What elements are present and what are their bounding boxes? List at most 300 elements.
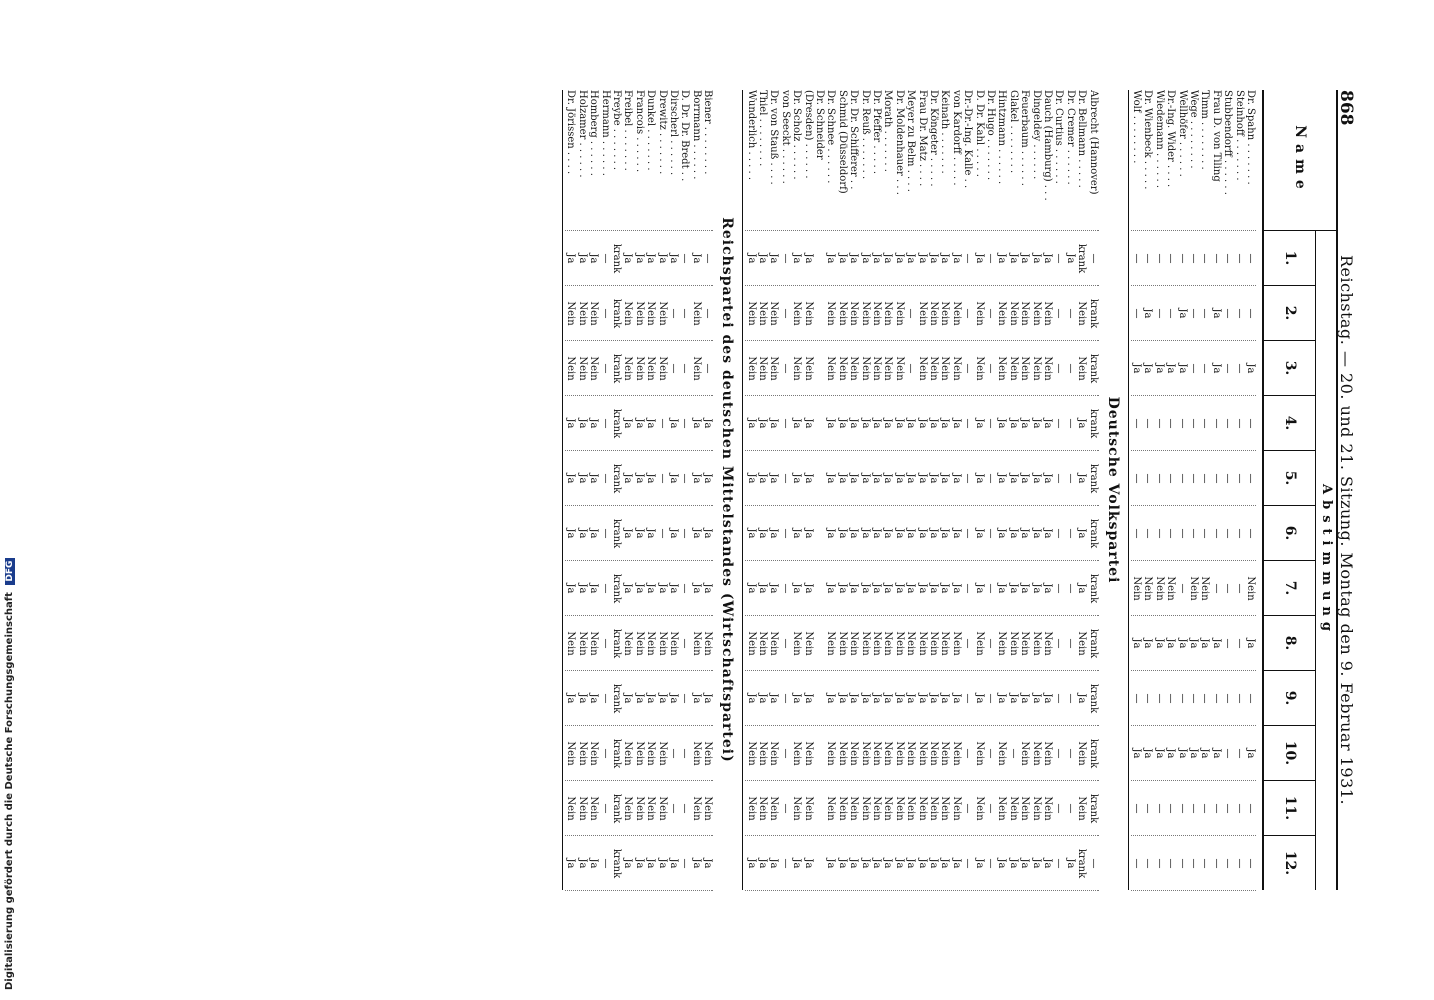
vote-cell-10: — (668, 748, 679, 759)
vote-cell-6: Ja (996, 528, 1008, 539)
vote-cell-8: Ja (1245, 638, 1256, 649)
vote-cell-5: Ja (848, 473, 860, 484)
vote-cell-7: Ja (1007, 583, 1019, 594)
vote-cell-1: Ja (905, 253, 917, 264)
vote-cell-3: Nein (757, 356, 768, 381)
vote-cell-3: Nein (768, 356, 780, 381)
vote-cell-12: — (1131, 858, 1142, 869)
name-column-header: Name (1264, 90, 1336, 231)
vote-cell-9: — (1188, 693, 1199, 704)
vote-cell-2: Nein (916, 301, 928, 326)
vote-column-header-11: 11. (1264, 781, 1316, 836)
vote-cell-2: — (779, 308, 791, 319)
vote-cell-3: — (1222, 363, 1234, 374)
vote-cell-11: Nein (973, 796, 985, 821)
vote-cell-10: Nein (848, 741, 860, 766)
vote-cell-4: Ja (633, 418, 645, 429)
vote-cell-3: — (1199, 363, 1211, 374)
member-name: Meyer zu Belm . . . . (905, 90, 917, 192)
vote-cell-1: Ja (791, 253, 803, 264)
vote-cell-5: — (1165, 473, 1177, 484)
vote-cell-4: Ja (996, 418, 1008, 429)
vote-cell-9: Ja (825, 693, 837, 704)
vote-cell-8: Nein (768, 631, 780, 656)
member-name: Homberg . . . . . . (588, 90, 600, 176)
vote-cell-9: — (1131, 693, 1142, 704)
vote-cell-1: Ja (745, 253, 757, 264)
vote-cell-1: — (1142, 253, 1154, 264)
vote-cell-5: — (1222, 473, 1234, 484)
vote-cell-11: Nein (791, 796, 803, 821)
vote-cell-12: — (1153, 858, 1165, 869)
table-row (1233, 90, 1245, 890)
vote-cell-2: — (985, 308, 996, 319)
vote-cell-9: — (1222, 693, 1234, 704)
vote-cell-11: Nein (645, 796, 657, 821)
vote-cell-11: Nein (633, 796, 645, 821)
vote-cell-4: Ja (791, 418, 803, 429)
vote-cell-12: Ja (836, 858, 848, 869)
vote-cell-1: — (1165, 253, 1177, 264)
vote-column-header-5: 5. (1264, 451, 1316, 506)
vote-cell-2: Nein (1030, 301, 1042, 326)
vote-group-header: Abstimmung (1315, 231, 1336, 890)
vote-cell-10: Nein (1042, 741, 1053, 766)
vote-cell-5: Ja (836, 473, 848, 484)
vote-cell-6: Ja (1030, 528, 1042, 539)
vote-cell-4: Ja (1007, 418, 1019, 429)
table-row (1210, 90, 1222, 890)
vote-cell-7: — (779, 583, 791, 594)
column-divider (745, 395, 1098, 396)
vote-cell-5: — (1176, 473, 1188, 484)
vote-cell-11: Nein (859, 796, 871, 821)
vote-cell-5: — (679, 473, 691, 484)
vote-cell-11: Nein (622, 796, 634, 821)
member-name: Albrecht (Hannover) (1087, 90, 1099, 195)
vote-cell-4: Ja (825, 418, 837, 429)
vote-cell-3: — (668, 363, 679, 374)
vote-cell-5: Ja (588, 473, 600, 484)
vote-cell-7: Ja (690, 583, 702, 594)
vote-cell-8: Nein (668, 631, 679, 656)
vote-cell-7: Ja (645, 583, 657, 594)
vote-cell-8: Nein (905, 631, 917, 656)
vote-cell-6: Ja (871, 528, 882, 539)
vote-cell-7: Ja (825, 583, 837, 594)
vote-cell-1: Ja (871, 253, 882, 264)
vote-cell-10: Ja (1199, 748, 1211, 759)
vote-cell-8: Nein (645, 631, 657, 656)
vote-cell-10: Nein (1030, 741, 1042, 766)
vote-cell-6: — (1210, 528, 1222, 539)
vote-cell-7: — (985, 583, 996, 594)
column-divider (745, 560, 1098, 561)
vote-cell-4: Ja (768, 418, 780, 429)
section-separator (1128, 90, 1129, 890)
vote-cell-2: Nein (848, 301, 860, 326)
vote-cell-6: — (1222, 528, 1234, 539)
table-row (621, 90, 633, 890)
vote-cell-6: — (679, 528, 691, 539)
vote-cell-12: — (1222, 858, 1234, 869)
vote-cell-3: Nein (882, 356, 894, 381)
table-row (745, 90, 757, 890)
member-name: Dauch (Hamburg) . . . (1042, 90, 1053, 201)
table-row (756, 90, 768, 890)
vote-cell-4: Ja (622, 418, 634, 429)
vote-cell-5: Ja (757, 473, 768, 484)
vote-cell-8: Nein (1042, 631, 1053, 656)
table-row (1244, 90, 1256, 890)
vote-cell-8: — (985, 638, 996, 649)
vote-cell-5: — (779, 473, 791, 484)
vote-cell-7: Ja (893, 583, 905, 594)
vote-cell-5: Ja (996, 473, 1008, 484)
vote-cell-12: Ja (668, 858, 679, 869)
vote-cell-7: Nein (1165, 576, 1177, 601)
vote-cell-7: — (1176, 583, 1188, 594)
vote-cell-7: Nein (1188, 576, 1199, 601)
vote-cell-7: — (599, 583, 611, 594)
vote-cell-5: — (1199, 473, 1211, 484)
vote-cell-7: Ja (656, 583, 668, 594)
vote-cell-5: Ja (702, 473, 714, 484)
vote-cell-11: krank (611, 793, 622, 824)
vote-cell-4: — (1053, 418, 1065, 429)
vote-cell-7: Ja (905, 583, 917, 594)
vote-cell-7: Ja (1019, 583, 1031, 594)
vote-cell-9: Ja (690, 693, 702, 704)
vote-cell-1: — (599, 253, 611, 264)
vote-cell-7: Ja (768, 583, 780, 594)
vote-cell-4: Ja (893, 418, 905, 429)
vote-cell-7: Nein (1199, 576, 1211, 601)
vote-cell-10: Nein (576, 741, 588, 766)
vote-cell-12: Ja (882, 858, 894, 869)
funding-text: Digitalisierung gefördert durch die Deutsche Forschungsgemeinschaft (4, 592, 15, 990)
vote-cell-11: Nein (882, 796, 894, 821)
vote-cell-12: Ja (928, 858, 939, 869)
vote-cell-3: — (905, 363, 917, 374)
vote-cell-8: Nein (656, 631, 668, 656)
vote-cell-6: Ja (836, 528, 848, 539)
vote-cell-5: Ja (622, 473, 634, 484)
vote-cell-11: Nein (656, 796, 668, 821)
member-name: Dunkel . . . . . . . (645, 90, 657, 171)
vote-cell-3: krank (611, 353, 622, 384)
vote-cell-2: Nein (882, 301, 894, 326)
member-name: Francois . . . . . . (633, 90, 645, 173)
vote-column-header-8: 8. (1264, 616, 1316, 671)
vote-cell-5: — (1153, 473, 1165, 484)
member-name: Dr. Schneider (814, 90, 825, 160)
vote-cell-8: Nein (916, 631, 928, 656)
vote-cell-12: — (1053, 858, 1065, 869)
column-divider (745, 450, 1098, 451)
vote-column-header-1: 1. (1264, 231, 1316, 286)
member-name: Dr. Hugo . . . . . . . (985, 90, 996, 181)
vote-cell-5: — (1188, 473, 1199, 484)
vote-cell-9: Ja (668, 693, 679, 704)
vote-cell-4: — (1064, 418, 1076, 429)
vote-cell-11: — (1222, 803, 1234, 814)
vote-cell-7: Ja (791, 583, 803, 594)
vote-cell-12: krank (611, 848, 622, 879)
vote-cell-4: — (1233, 418, 1245, 429)
vote-cell-5: Ja (893, 473, 905, 484)
vote-cell-3: Ja (1153, 363, 1165, 374)
vote-cell-6: — (779, 528, 791, 539)
vote-cell-6: Ja (690, 528, 702, 539)
member-name: Biener . . . . . . . . (702, 90, 714, 175)
vote-cell-5: Ja (973, 473, 985, 484)
vote-cell-4: Ja (871, 418, 882, 429)
table-row (1041, 90, 1053, 890)
column-divider (745, 670, 1098, 671)
vote-cell-12: Ja (1042, 858, 1053, 869)
vote-cell-1: — (985, 253, 996, 264)
vote-cell-8: Nein (882, 631, 894, 656)
vote-cell-6: Ja (791, 528, 803, 539)
table-row (790, 90, 802, 890)
vote-cell-4: krank (1087, 408, 1099, 439)
vote-cell-6: krank (1087, 518, 1099, 549)
vote-cell-1: Ja (757, 253, 768, 264)
vote-cell-8: — (679, 638, 691, 649)
vote-cell-12: Ja (656, 858, 668, 869)
vote-cell-2: — (1165, 308, 1177, 319)
vote-cell-1: Ja (996, 253, 1008, 264)
table-row (633, 90, 645, 890)
vote-cell-1: Ja (576, 253, 588, 264)
vote-cell-11: — (962, 803, 974, 814)
vote-cell-1: — (1176, 253, 1188, 264)
table-row (1052, 90, 1064, 890)
vote-cell-8: Nein (1019, 631, 1031, 656)
vote-cell-6: — (1176, 528, 1188, 539)
vote-cell-1: — (779, 253, 791, 264)
vote-cell-3: — (1188, 363, 1199, 374)
vote-cell-8: Nein (588, 631, 600, 656)
table-row (836, 90, 848, 890)
vote-cell-10: Nein (757, 741, 768, 766)
vote-cell-1: Ja (1030, 253, 1042, 264)
table-row (1130, 90, 1142, 890)
table-row (587, 90, 599, 890)
vote-cell-2: — (1131, 308, 1142, 319)
vote-cell-6: Ja (905, 528, 917, 539)
vote-cell-9: — (985, 693, 996, 704)
vote-cell-1: Ja (836, 253, 848, 264)
vote-cell-8: — (1053, 638, 1065, 649)
vote-cell-7: Ja (633, 583, 645, 594)
member-name: Wiedemann . . . . . . (1153, 90, 1165, 189)
vote-cell-3: Nein (825, 356, 837, 381)
column-divider (1131, 230, 1256, 231)
vote-cell-12: — (1087, 858, 1099, 869)
vote-cell-11: — (1064, 803, 1076, 814)
vote-cell-12: Ja (859, 858, 871, 869)
vote-column-header-10: 10. (1264, 726, 1316, 781)
member-name: Feuerbaum . . . . . . (1019, 90, 1031, 186)
vote-cell-3: Nein (1076, 356, 1088, 381)
column-divider (565, 890, 713, 891)
vote-cell-1: Ja (622, 253, 634, 264)
vote-cell-5: Ja (690, 473, 702, 484)
vote-cell-8: Nein (848, 631, 860, 656)
vote-cell-7: Ja (882, 583, 894, 594)
vote-cell-2: Nein (836, 301, 848, 326)
vote-cell-5: — (1245, 473, 1256, 484)
table-row (690, 90, 702, 890)
vote-cell-2: — (905, 308, 917, 319)
vote-cell-1: krank (1076, 243, 1088, 274)
vote-cell-6: Ja (668, 528, 679, 539)
vote-cell-9: — (1165, 693, 1177, 704)
vote-cell-12: Ja (702, 858, 714, 869)
vote-cell-9: — (1245, 693, 1256, 704)
vote-cell-5: Ja (939, 473, 951, 484)
vote-cell-11: — (1245, 803, 1256, 814)
vote-column-header-3: 3. (1264, 341, 1316, 396)
vote-cell-3: Nein (916, 356, 928, 381)
vote-cell-6: Ja (802, 528, 814, 539)
vote-cell-2: Ja (1210, 308, 1222, 319)
vote-cell-3: Ja (1165, 363, 1177, 374)
member-name: Dr. Moldenhauer . . . (893, 90, 905, 195)
vote-cell-6: Ja (950, 528, 962, 539)
table-row (881, 90, 893, 890)
vote-cell-9: — (1064, 693, 1076, 704)
vote-cell-12: Ja (1064, 858, 1076, 869)
member-name: Dr. Bellmann . . . . . (1076, 90, 1088, 188)
vote-cell-2: Nein (893, 301, 905, 326)
vote-cell-5: Ja (1076, 473, 1088, 484)
table-row (973, 90, 985, 890)
vote-cell-6: Ja (1019, 528, 1031, 539)
vote-cell-6: — (1053, 528, 1065, 539)
vote-cell-4: — (679, 418, 691, 429)
vote-cell-9: Ja (871, 693, 882, 704)
vote-cell-7: krank (611, 573, 622, 604)
member-name: D. Dr. Dr. Bredt . . (679, 90, 691, 182)
vote-cell-5: — (1064, 473, 1076, 484)
vote-cell-6: — (1233, 528, 1245, 539)
vote-cell-2: — (962, 308, 974, 319)
vote-cell-12: — (1233, 858, 1245, 869)
vote-cell-7: Ja (1042, 583, 1053, 594)
vote-cell-4: — (1199, 418, 1211, 429)
vote-cell-1: Ja (656, 253, 668, 264)
vote-cell-10: Nein (690, 741, 702, 766)
vote-cell-2: Nein (768, 301, 780, 326)
vote-cell-8: Ja (1142, 638, 1154, 649)
member-name: Dingeldey . . . . . . (1030, 90, 1042, 180)
vote-cell-8: Nein (745, 631, 757, 656)
vote-cell-5: — (1053, 473, 1065, 484)
vote-cell-7: Ja (745, 583, 757, 594)
vote-cell-1: — (1087, 253, 1099, 264)
vote-cell-5: Ja (859, 473, 871, 484)
vote-cell-11: — (1188, 803, 1199, 814)
vote-cell-10: Ja (1210, 748, 1222, 759)
vote-cell-8: Nein (1030, 631, 1042, 656)
table-row (870, 90, 882, 890)
vote-cell-10: Ja (1142, 748, 1154, 759)
vote-cell-1: Ja (848, 253, 860, 264)
vote-cell-5: Ja (1030, 473, 1042, 484)
vote-cell-1: krank (611, 243, 622, 274)
vote-cell-6: — (599, 528, 611, 539)
vote-cell-10: Ja (1176, 748, 1188, 759)
vote-cell-5: Ja (916, 473, 928, 484)
vote-cell-11: Nein (690, 796, 702, 821)
vote-cell-6: Ja (768, 528, 780, 539)
dfg-logo: DFG (5, 558, 15, 585)
vote-cell-6: — (1188, 528, 1199, 539)
table-row (667, 90, 679, 890)
vote-cell-4: — (1153, 418, 1165, 429)
vote-cell-8: Ja (1210, 638, 1222, 649)
vote-cell-7: Ja (939, 583, 951, 594)
member-name: Freibel . . . . . . . (622, 90, 634, 171)
column-divider (565, 560, 713, 561)
member-name: Drewitz . . . . . . . (656, 90, 668, 175)
vote-cell-10: — (599, 748, 611, 759)
vote-cell-1: Ja (916, 253, 928, 264)
vote-cell-5: Ja (825, 473, 837, 484)
vote-cell-4: Ja (836, 418, 848, 429)
vote-cell-8: Ja (1131, 638, 1142, 649)
vote-cell-1: — (679, 253, 691, 264)
vote-cell-6: Ja (973, 528, 985, 539)
vote-cell-4: Ja (950, 418, 962, 429)
vote-cell-8: Nein (871, 631, 882, 656)
vote-cell-8: — (779, 638, 791, 649)
member-name: Stubbendorff . . . . . . (1222, 90, 1234, 195)
vote-cell-12: Ja (893, 858, 905, 869)
vote-cell-12: Ja (633, 858, 645, 869)
column-divider (1131, 670, 1256, 671)
vote-cell-9: Ja (1042, 693, 1053, 704)
vote-cell-1: Ja (950, 253, 962, 264)
vote-cell-5: Ja (645, 473, 657, 484)
vote-cell-5: Ja (768, 473, 780, 484)
vote-cell-9: Ja (973, 693, 985, 704)
page-number: 868 (1336, 90, 1356, 126)
vote-cell-4: Ja (928, 418, 939, 429)
member-name: Dr. Wienbeck . . . . . (1142, 90, 1154, 190)
vote-cell-11: — (779, 803, 791, 814)
vote-cell-6: Ja (588, 528, 600, 539)
vote-cell-4: Ja (802, 418, 814, 429)
table-row (995, 90, 1007, 890)
vote-cell-8: Nein (973, 631, 985, 656)
vote-cell-5: — (599, 473, 611, 484)
vote-cell-12: Ja (802, 858, 814, 869)
table-row (1176, 90, 1188, 890)
vote-cell-10: — (1222, 748, 1234, 759)
vote-cell-6: — (1153, 528, 1165, 539)
vote-cell-1: Ja (1007, 253, 1019, 264)
vote-cell-7: Ja (576, 583, 588, 594)
vote-cell-4: — (1245, 418, 1256, 429)
table-row (950, 90, 962, 890)
vote-cell-12: — (679, 858, 691, 869)
vote-cell-7: Ja (973, 583, 985, 594)
funding-note (4, 558, 15, 990)
